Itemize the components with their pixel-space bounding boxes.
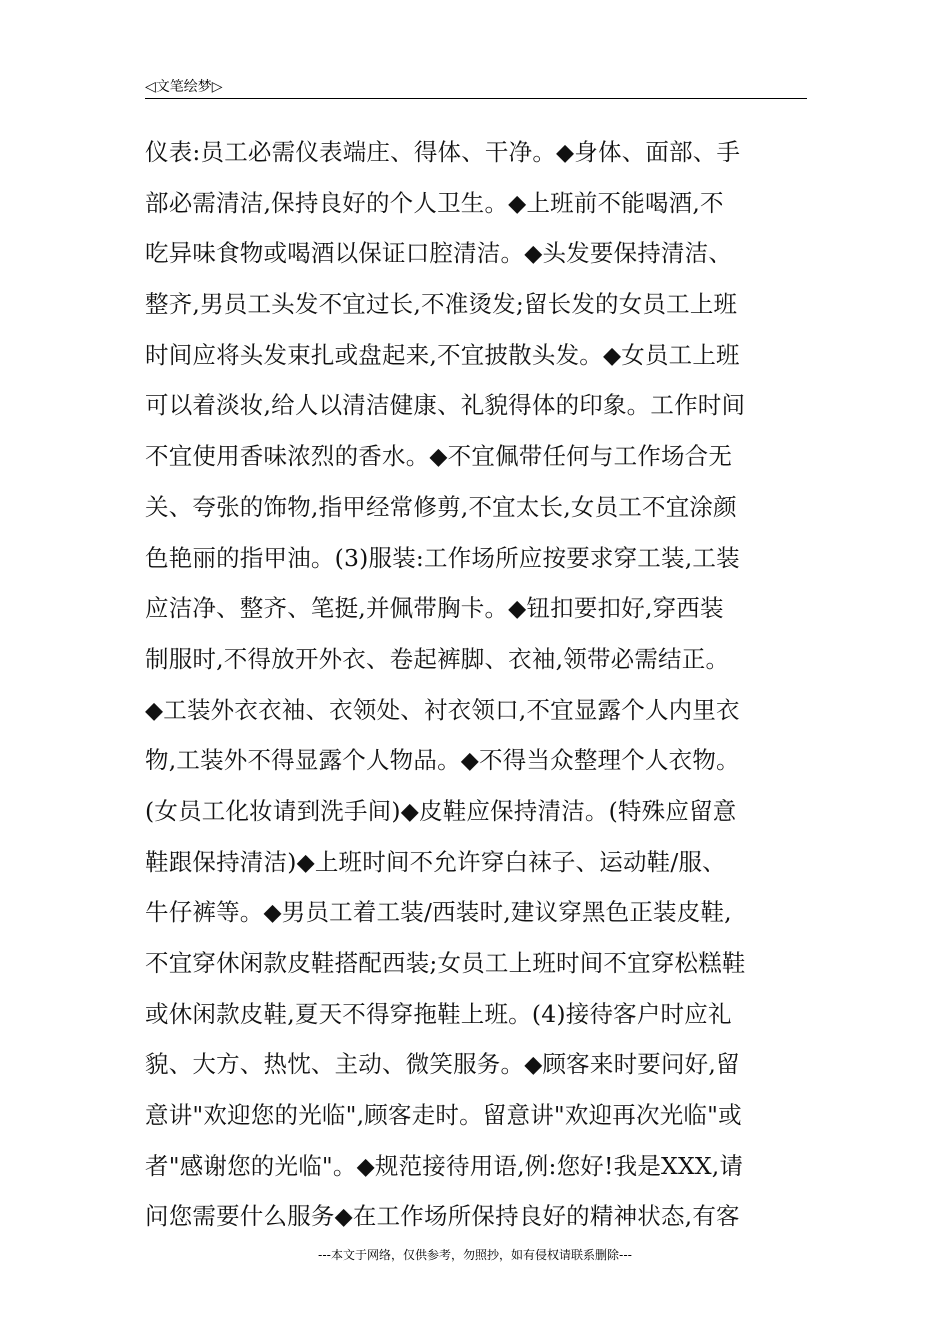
body-line: 时间应将头发束扎或盘起来,不宜披散头发。◆女员工上班 [145,340,740,369]
body-line: 可以着淡妆,给人以清洁健康、礼貌得体的印象。工作时间 [145,391,746,420]
body-line: 应洁净、整齐、笔挺,并佩带胸卡。◆钮扣要扣好,穿西装 [145,594,724,623]
page-header [145,72,807,99]
body-line: 不宜使用香味浓烈的香水。◆不宜佩带任何与工作场合无 [145,442,733,471]
header-title: ◁文笔绘梦▷ [145,79,223,95]
body-line: 问您需要什么服务◆在工作场所保持良好的精神状态,有客 [145,1202,740,1231]
body-line: 仪表:员工必需仪表端庄、得体、干净。◆身体、面部、手 [145,138,741,166]
body-line: 牛仔裤等。◆男员工着工装/西装时,建议穿黑色正装皮鞋, [145,898,732,927]
body-line: 部必需清洁,保持良好的个人卫生。◆上班前不能喝酒,不 [145,188,724,217]
body-line: 制服时,不得放开外衣、卷起裤脚、衣袖,领带必需结正。 [145,644,730,673]
body-line: ◆工装外衣衣袖、衣领处、衬衣领口,不宜显露个人内里衣 [145,695,740,724]
body-line: 吃异味食物或喝酒以保证口腔清洁。◆头发要保持清洁、 [145,239,733,268]
body-line: 貌、大方、热忱、主动、微笑服务。◆顾客来时要问好,留 [145,1050,740,1079]
body-line: 色艳丽的指甲油。(3)服装:工作场所应按要求穿工装,工装 [145,543,740,572]
body-line: 关、夸张的饰物,指甲经常修剪,不宜太长,女员工不宜涂颜 [145,492,737,521]
body-line: 意讲"欢迎您的光临",顾客走时。留意讲"欢迎再次光临"或 [145,1101,742,1130]
body-line: 物,工装外不得显露个人物品。◆不得当众整理个人衣物。 [145,746,740,775]
body-line: 或休闲款皮鞋,夏天不得穿拖鞋上班。(4)接待客户时应礼 [145,999,732,1028]
document-body [145,127,807,1242]
body-line: 整齐,男员工头发不宜过长,不准烫发;留长发的女员工上班 [145,290,738,319]
body-line: 不宜穿休闲款皮鞋搭配西装;女员工上班时间不宜穿松糕鞋 [145,949,746,977]
body-line: 鞋跟保持清洁)◆上班时间不允许穿白袜子、运动鞋/服、 [145,847,726,876]
page-footer: ---本文于网络，仅供参考，勿照抄，如有侵权请联系删除--- [318,1248,632,1262]
body-line: 者"感谢您的光临"。◆规范接待用语,例:您好!我是XXX,请 [145,1151,744,1180]
body-line: (女员工化妆请到洗手间)◆皮鞋应保持清洁。(特殊应留意 [145,796,737,825]
